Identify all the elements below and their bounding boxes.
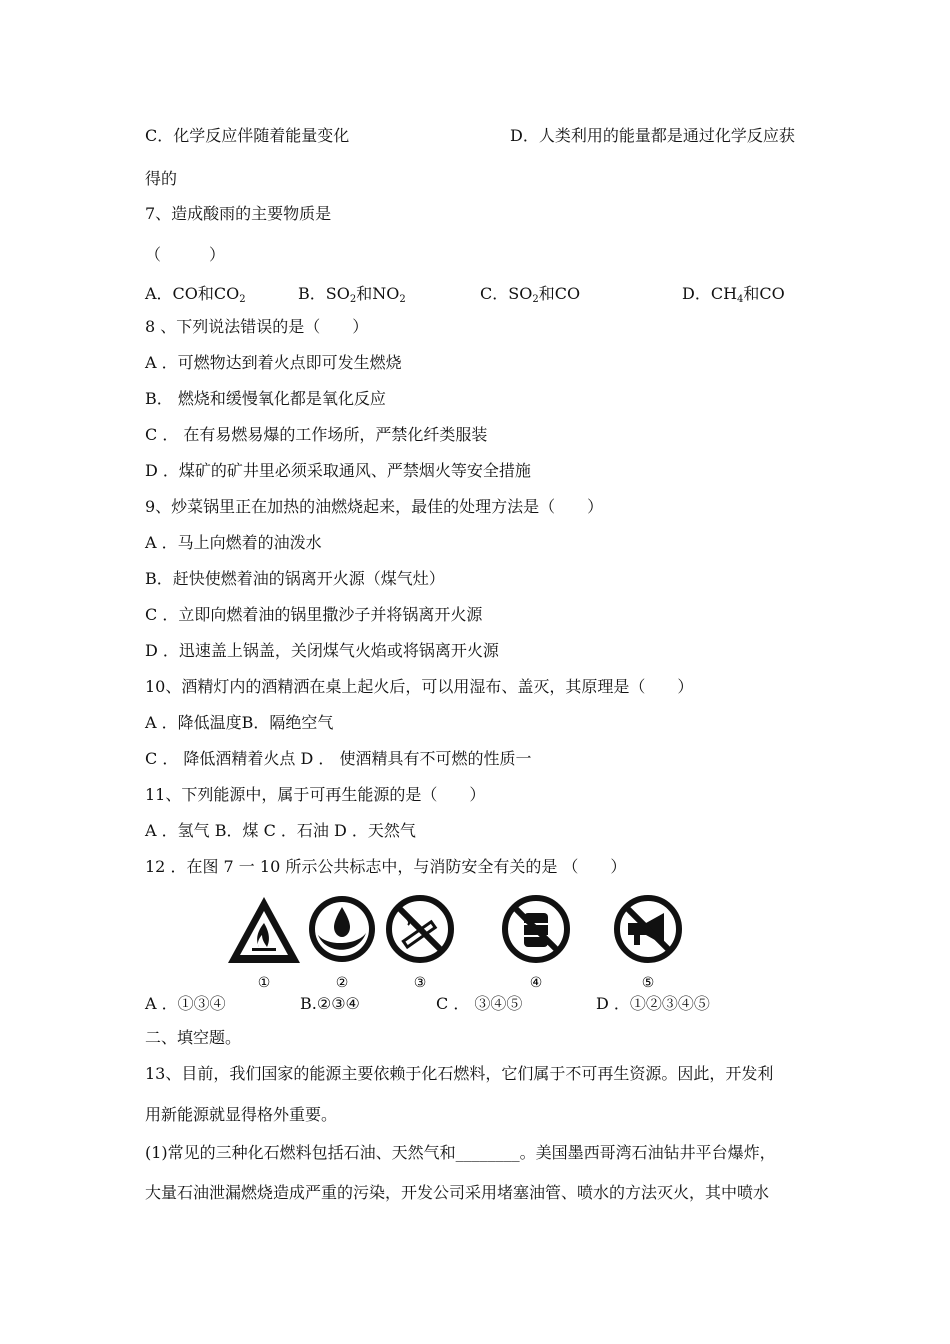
q8-option-a: A ．可燃物达到着火点即可发生燃烧 — [145, 353, 402, 372]
q13-line-2: 用新能源就显得格外重要。 — [145, 1105, 338, 1124]
q6-option-c: C．化学反应伴随着能量变化 — [145, 126, 350, 145]
q9-option-c: C ．立即向燃着油的锅里撒沙子并将锅离开火源 — [145, 605, 483, 624]
public-signs-figure — [218, 893, 688, 991]
sign-label-4: ④ — [529, 975, 543, 991]
q13-line-1: 13、目前，我们国家的能源主要依赖于化石燃料，它们属于不可再生资源。因此，开发利 — [145, 1064, 774, 1083]
water-saving-sign-icon — [304, 893, 380, 991]
q7-option-c: C．$SO_2$和CO — [480, 284, 581, 305]
q12-option-d: D ．①②③④⑤ — [596, 994, 710, 1013]
sign-label-1: ① — [257, 975, 271, 991]
q7-stem: 7、造成酸雨的主要物质是 — [145, 204, 332, 223]
no-honking-sign-icon — [610, 893, 686, 991]
no-smoking-sign-icon — [382, 893, 458, 991]
q10-stem: 10、酒精灯内的酒精洒在桌上起火后，可以用湿布、盖灭，其原理是（ ） — [145, 677, 694, 696]
q12-option-b: B.②③④ — [300, 994, 360, 1013]
q12-option-a: A ．①③④ — [145, 994, 226, 1013]
q8-stem: 8 、下列说法错误的是（ ） — [145, 317, 369, 336]
q10-options-cd: C ． 降低酒精着火点 D ． 使酒精具有不可燃的性质一 — [145, 749, 532, 768]
no-flammable-materials-sign-icon — [498, 893, 574, 991]
q8-option-c: C ． 在有易燃易爆的工作场所，严禁化纤类服装 — [145, 425, 488, 444]
q9-option-d: D ．迅速盖上锅盖，关闭煤气火焰或将锅离开火源 — [145, 641, 499, 660]
sign-label-5: ⑤ — [641, 975, 655, 991]
q13-line-3: (1)常见的三种化石燃料包括石油、天然气和________。美国墨西哥湾石油钻井平台爆炸， — [145, 1143, 776, 1162]
q6-option-d-continued: 得的 — [145, 169, 178, 188]
q7-answer-paren: （ ） — [145, 245, 226, 264]
q9-option-a: A ．马上向燃着的油泼水 — [145, 533, 322, 552]
q11-stem: 11、下列能源中，属于可再生能源的是（ ） — [145, 785, 486, 804]
q11-options: A ．氢气 B．煤 C ．石油 D ．天然气 — [145, 821, 416, 840]
q9-stem: 9、炒菜锅里正在加热的油燃烧起来，最佳的处理方法是（ ） — [145, 497, 604, 516]
q6-option-d: D．人类利用的能量都是通过化学反应获 — [510, 126, 795, 145]
q8-option-b: B． 燃烧和缓慢氧化都是氧化反应 — [145, 389, 386, 408]
q8-option-d: D ．煤矿的矿井里必须采取通风、严禁烟火等安全措施 — [145, 461, 531, 480]
q9-option-b: B．赶快使燃着油的锅离开火源（煤气灶） — [145, 569, 445, 588]
q10-options-ab: A ．降低温度B．隔绝空气 — [145, 713, 334, 732]
q7-option-d: D．$CH_4$和CO — [682, 284, 785, 305]
q12-stem: 12 ．在图 7 一 10 所示公共标志中，与消防安全有关的是 （ ） — [145, 857, 627, 876]
flammable-warning-sign-icon — [226, 893, 302, 991]
q12-option-c: C ． ③④⑤ — [436, 994, 523, 1013]
q7-option-a: A．CO和$CO_2$ — [145, 284, 246, 305]
sign-label-2: ② — [335, 975, 349, 991]
q13-line-4: 大量石油泄漏燃烧造成严重的污染，开发公司采用堵塞油管、喷水的方法灭火，其中喷水 — [145, 1183, 770, 1202]
section-title-fill-in: 二、填空题。 — [145, 1028, 242, 1047]
sign-label-3: ③ — [413, 975, 427, 991]
q7-option-b: B．$SO_2$和$NO_2$ — [298, 284, 406, 305]
